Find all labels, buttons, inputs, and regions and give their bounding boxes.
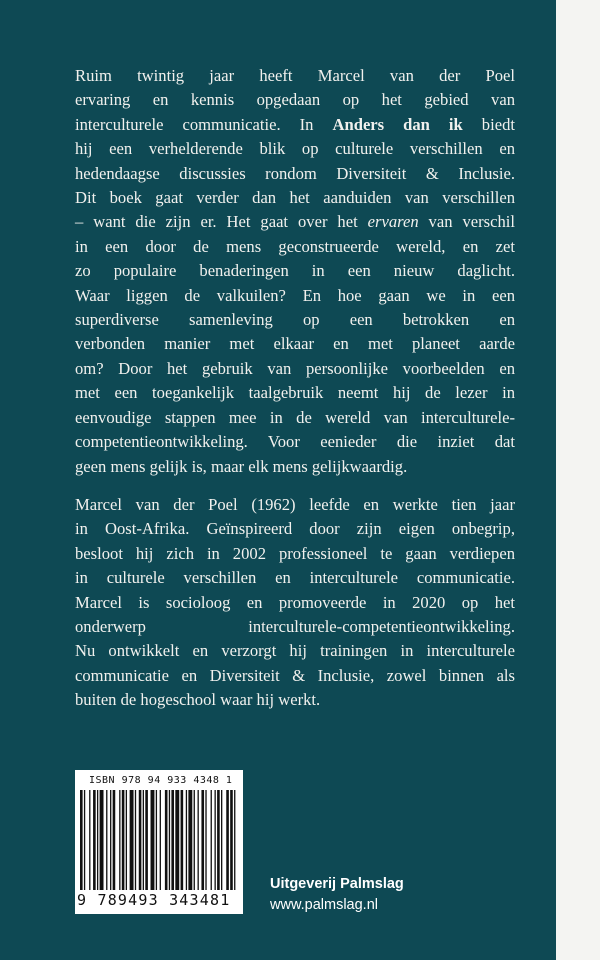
bio-line: in culturele verschillen en interculturele communicatie. [75, 568, 515, 588]
barcode-bar [194, 790, 195, 890]
blurb-line [75, 113, 515, 137]
barcode-bar [93, 790, 96, 890]
bio-line: Marcel is socioloog en promoveerde in 2020 op het [75, 592, 515, 612]
barcode-bar [221, 790, 222, 890]
blurb-line: ervaring en kennis opgedaan op het gebied van [75, 90, 515, 110]
blurb-text: van verschil [418, 212, 515, 232]
barcode-bar [160, 790, 161, 890]
barcode-bar [211, 790, 212, 890]
publisher-website: www.palmslag.nl [270, 897, 378, 913]
blurb-text: biedt [462, 114, 515, 134]
barcode-bar [156, 790, 157, 890]
barcode-bar [106, 790, 107, 890]
barcode-bar [119, 790, 120, 890]
barcode-bars [80, 790, 238, 890]
barcode-bar [215, 790, 216, 890]
blurb-line: hedendaagse discussies rondom Diversiteit & Inclusie. [75, 163, 515, 183]
barcode-bar [175, 790, 179, 890]
blurb-line: geen mens gelijk is, maar elk mens gelijkwaardig. [75, 456, 408, 476]
blurb-text: interculturele communicatie. In [75, 114, 333, 134]
barcode-bar [100, 790, 104, 890]
barcode-bar [205, 790, 206, 890]
isbn-digits: 9 789493 343481 [77, 891, 231, 909]
barcode-bar [135, 790, 136, 890]
barcode-bar [80, 790, 83, 890]
barcode-bar [201, 790, 204, 890]
barcode-bar [169, 790, 170, 890]
isbn-barcode [75, 770, 243, 914]
blurb-line: Ruim twintig jaar heeft Marcel van der Poel [75, 66, 515, 85]
blurb-line: zo populaire benaderingen in een nieuw daglicht. [75, 261, 515, 281]
blurb-line: met een toegankelijk taalgebruik neemt hij de lezer in [75, 383, 515, 403]
barcode-bar [113, 790, 116, 890]
blurb-line: hij een verhelderende blik op culturele verschillen en [75, 139, 515, 159]
barcode-bar [226, 790, 229, 890]
blurb-line: in een door de mens geconstrueerde wereld, en zet [75, 236, 515, 256]
barcode-bar [89, 790, 90, 890]
barcode-bar [130, 790, 134, 890]
bio-line: buiten de hogeschool waar hij werkt. [75, 690, 321, 710]
blurb-line: eenvoudige stappen mee in de wereld van interculturele- [75, 407, 515, 427]
barcode-bar [230, 790, 233, 890]
barcode-bar [188, 790, 192, 890]
barcode-bar [186, 790, 187, 890]
bio-line: Nu ontwikkelt en verzorgt hij trainingen in interculturele [75, 641, 515, 661]
publisher-name: Uitgeverij Palmslag [270, 876, 404, 892]
blurb-line: verbonden manier met elkaar en met planeet aarde [75, 334, 515, 354]
bio-line: onderwerp interculturele-competentieontwikkeling. [75, 617, 515, 637]
page-edge [556, 0, 600, 960]
barcode-bar [126, 790, 127, 890]
bio-line: in Oost-Afrika. Geïnspireerd door zijn eigen onbegrip, [75, 519, 515, 539]
author-bio [75, 493, 515, 713]
blurb-line: om? Door het gebruik van persoonlijke voorbeelden en [75, 358, 515, 378]
barcode-bar [143, 790, 144, 890]
barcode-bar [234, 790, 235, 890]
blurb-line: competentieontwikkeling. Voor eenieder die inziet dat [75, 432, 515, 452]
barcode-bar [110, 790, 111, 890]
emphasis-text: ervaren [367, 212, 419, 232]
book-blurb [75, 64, 515, 479]
blurb-line: superdiverse samenleving op een betrokken en [75, 310, 515, 330]
barcode-bar [139, 790, 142, 890]
barcode-bar [122, 790, 125, 890]
bio-line: communicatie en Diversiteit & Inclusie, zowel binnen als [75, 665, 515, 685]
barcode-bar [198, 790, 199, 890]
bio-line: Marcel van der Poel (1962) leefde en werkte tien jaar [75, 495, 515, 514]
barcode-bar [171, 790, 174, 890]
barcode-bar [84, 790, 85, 890]
blurb-text: – want die zijn er. Het gaat over het [75, 212, 368, 232]
barcode-bar [217, 790, 220, 890]
barcode-bar [165, 790, 168, 890]
book-title: Anders dan ik [332, 114, 463, 134]
blurb-line [75, 210, 515, 234]
blurb-line: Waar liggen de valkuilen? En hoe gaan we in een [75, 285, 515, 305]
barcode-bar [181, 790, 184, 890]
isbn-label: ISBN 978 94 933 4348 1 [89, 775, 233, 786]
barcode-bar [97, 790, 98, 890]
barcode-bar [145, 790, 148, 890]
bio-line: besloot hij zich in 2002 professioneel te gaan verdiepen [75, 543, 515, 563]
barcode-bar [151, 790, 155, 890]
blurb-line: Dit boek gaat verder dan het aanduiden van verschillen [75, 188, 515, 208]
